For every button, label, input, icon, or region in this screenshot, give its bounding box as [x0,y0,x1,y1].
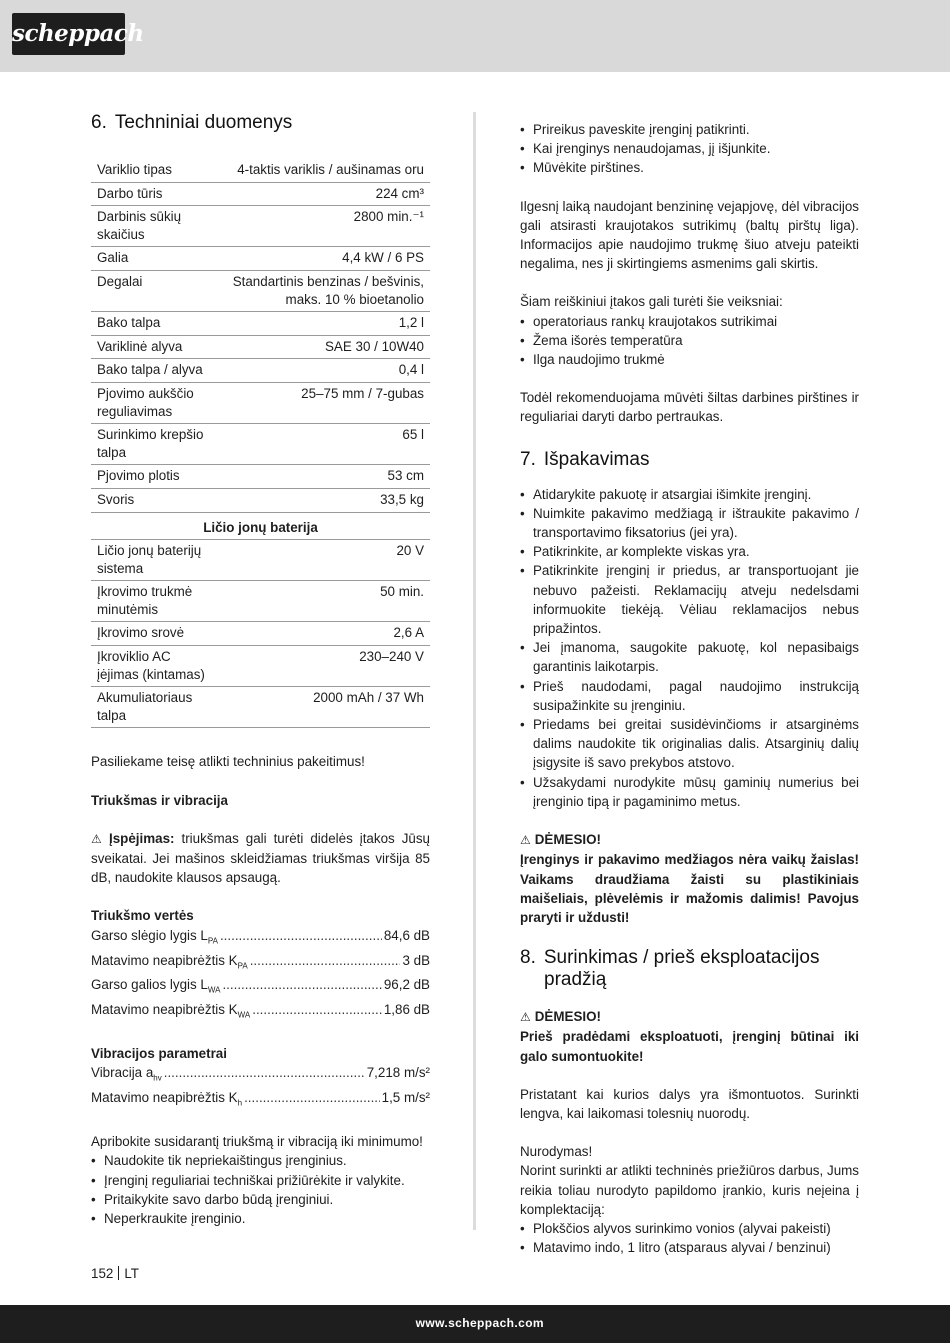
attention-1-text: Įrenginys ir pakavimo medžiagos nėra vaikų žaislas! Vaikams draudžiama žaisti su plastikiniais maišeliais, plėvelėmis ir mažomis dalimis! Pavojus praryti ir uždusti! [520,852,859,925]
page-separator [118,1266,119,1280]
spec-label: Darbinis sūkių skaičius [91,206,221,247]
battery-heading-row [91,512,430,540]
delivery-paragraph: Pristatant kai kurios dalys yra išmontuotos. Surinkti lengva, kai laikomasi tolesnių nuorodų. [520,1086,859,1121]
vibration-value-row-value: 7,218 m/s² [366,1065,430,1081]
battery-row [91,540,430,581]
list-item: • Prireikus paveskite įrenginį patikrinti. [520,120,859,139]
battery-row [91,646,430,687]
noise-value-row [91,926,430,951]
battery-value: 2000 mAh / 37 Wh [221,687,430,728]
note-label: Nurodymas! [520,1144,593,1160]
factors-intro: Šiam reiškiniui įtakos gali turėti šie veiksniai: [520,294,783,310]
spec-row [91,206,430,247]
noise-values-list [91,926,430,1026]
vibration-values-list [91,1063,430,1113]
list-item: • Priedams bei greitai susidėvinčioms ir atsarginėms dalims naudokite tik originalias dalis. Atsarginių dalių įsigysite iš savo prekybos atstovo. [520,715,859,773]
spec-value: 0,4 l [221,359,430,383]
list-item: • Mūvėkite pirštines. [520,158,859,177]
warning-triangle-icon: ⚠ [520,833,531,848]
unpack-list [520,485,859,811]
battery-row [91,581,430,622]
spec-value: 53 cm [221,465,430,489]
list-item: • Plokščios alyvos surinkimo vonios (alyvai pakeisti) [520,1219,859,1238]
battery-label: Įkrovimo trukmė minutėmis [91,581,221,622]
battery-value: 50 min. [221,581,430,622]
column-divider [473,112,476,1230]
spec-label: Bako talpa [91,312,221,336]
noise-value-row-label [91,1000,250,1025]
noise-value-row-label [91,951,248,976]
noise-value-row-leader [252,1000,382,1019]
list-item: • Atidarykite pakuotę ir atsargiai išimkite įrenginį. [520,485,859,504]
list-item: • Matavimo indo, 1 litro (atsparaus alyvai / benzinui) [520,1238,859,1257]
spec-label: Variklio tipas [91,159,221,182]
noise-values-heading: Triukšmo vertės [91,908,194,924]
noise-warning: ⚠ Įspėjimas: triukšmas gali turėti didelės įtakos Jūsų sveikatai. Jei mašinos skleidžiamas triukšmas viršija 85 dB, naudokite klausos apsaugą. [91,830,430,886]
vibration-value-row-label [91,1088,242,1113]
header-bar [0,0,950,72]
spec-value: Standartinis benzinas / bešvinis, maks. 10 % bioetanolio [221,270,430,311]
spec-value: 224 cm³ [221,182,430,206]
spec-row [91,382,430,423]
spec-label: Pjovimo plotis [91,465,221,489]
vibration-value-row-subscript: h [237,1098,243,1108]
noise-heading: Triukšmas ir vibracija [91,792,228,808]
spec-row [91,335,430,359]
note-text: Norint surinkti ar atlikti techninės priežiūros darbus, Jums reikia toliau nurodyto papildomo įrankio, kuris neįeina į komplektaciją: [520,1163,859,1217]
vibration-value-row-label [91,1063,162,1088]
list-item: • Patikrinkite, ar komplekte viskas yra. [520,542,859,561]
noise-value-row-leader [222,975,381,994]
spec-label: Variklinė alyva [91,335,221,359]
list-item: • Pritaikykite savo darbo būdą įrenginiui. [91,1190,430,1209]
spec-value: 33,5 kg [221,488,430,512]
noise-value-row-label-text: Matavimo neapibrėžtis K [91,952,238,968]
list-item: • Įrenginį reguliariai techniškai prižiūrėkite ir valykite. [91,1171,430,1190]
noise-value-row-subscript: PA [207,936,218,946]
noise-value-row-subscript: WA [237,1010,251,1020]
noise-value-row-label-text: Matavimo neapibrėžtis K [91,1002,238,1018]
section-6-heading: 6. Techniniai duomenys [91,112,293,133]
attention-2-label: ⚠ DĖMESIO! [520,1009,601,1025]
spec-row [91,312,430,336]
warning-triangle-icon: ⚠ [91,831,106,846]
spec-label: Pjovimo aukščio reguliavimas [91,382,221,423]
battery-value: 20 V [221,540,430,581]
vibration-value-row-label-text: Matavimo neapibrėžtis K [91,1090,238,1106]
list-item: • Neperkraukite įrenginio. [91,1209,430,1228]
list-item: • Užsakydami nurodykite mūsų gaminių numerius bei įrenginio tipą ir pagaminimo metus. [520,773,859,811]
battery-row [91,687,430,728]
tech-data-table [91,159,430,728]
spec-value: 4-taktis variklis / aušinamas oru [221,159,430,182]
list-item: • Ilga naudojimo trukmė [520,350,859,369]
vibration-value-row [91,1088,430,1113]
noise-value-row-leader [220,926,382,945]
vibration-paragraph: Ilgesnį laiką naudojant benzininę vejapjovę, dėl vibracijos gali atsirasti kraujotakos sutrikimų (baltų pirštų liga). Informacijos apie naudojimo trukmę šiuo atveju pateikti negalima, nes ji skirtingiems asmenims gali skirtis. [520,198,859,272]
attention-2-text: Prieš pradėdami eksploatuoti, įrenginį būtinai iki galo sumontuokite! [520,1029,859,1064]
noise-value-row-value: 84,6 dB [383,927,430,943]
factors-list [520,312,859,370]
noise-value-row-label [91,975,220,1000]
noise-value-row-label-text: Garso slėgio lygis L [91,927,208,943]
spec-value: 1,2 l [221,312,430,336]
vibration-value-row [91,1063,430,1088]
noise-value-row-label [91,926,218,951]
vibration-value-row-leader [164,1063,365,1082]
warning-triangle-icon: ⚠ [520,1010,531,1025]
spec-row [91,247,430,271]
battery-label: Įkroviklio AC įėjimas (kintamas) [91,646,221,687]
noise-value-row-leader [250,951,401,970]
spec-value: 4,4 kW / 6 PS [221,247,430,271]
battery-value: 230–240 V [221,646,430,687]
list-item: • Nuimkite pakavimo medžiagą ir ištraukite pakavimo / transportavimo fiksatorius (jei yra). [520,504,859,542]
limit-text: Apribokite susidarantį triukšmą ir vibraciją iki minimumo! [91,1134,423,1150]
vibration-heading: Vibracijos parametrai [91,1046,227,1062]
vibration-value-row-leader [244,1088,380,1107]
list-item: • Prieš naudodami, pagal naudojimo instrukciją susipažinkite su įrenginiu. [520,677,859,715]
spec-value: 2800 min.⁻¹ [221,206,430,247]
spec-value: 25–75 mm / 7-gubas [221,382,430,423]
page-number: 152 LT [91,1266,139,1281]
spec-row [91,488,430,512]
gloves-paragraph: Todėl rekomenduojama mūvėti šiltas darbines pirštines ir reguliariai daryti darbo pertraukas. [520,390,859,425]
list-item: • Kai įrenginys nenaudojamas, jį išjunkite. [520,139,859,158]
website-link[interactable]: www.scheppach.com [415,1316,544,1330]
spec-value: 65 l [221,424,430,465]
noise-value-row-value: 3 dB [402,952,430,968]
battery-label: Įkrovimo srovė [91,622,221,646]
noise-value-row [91,951,430,976]
noise-value-row [91,975,430,1000]
noise-value-row-value: 1,86 dB [383,1002,430,1018]
top-list [520,120,859,178]
noise-value-row-subscript: PA [237,961,248,971]
list-item: • Žema išorės temperatūra [520,331,859,350]
section-7-heading: 7. Išpakavimas [520,448,650,470]
battery-label: Ličio jonų baterijų sistema [91,540,221,581]
spec-label: Galia [91,247,221,271]
scheppach-logo: scheppach [12,13,125,55]
spec-label: Bako talpa / alyva [91,359,221,383]
spec-label: Svoris [91,488,221,512]
vibration-value-row-value: 1,5 m/s² [381,1090,430,1106]
vibration-value-row-subscript: hv [153,1074,162,1084]
left-column [91,112,430,1228]
spec-row [91,424,430,465]
tools-list [520,1219,859,1257]
spec-label: Darbo tūris [91,182,221,206]
list-item: • Naudokite tik nepriekaištingus įrenginius. [91,1151,430,1170]
battery-row [91,622,430,646]
section-8-heading: 8. Surinkimas / prieš eksploatacijos pradžią [520,947,820,991]
footer-bar [0,1305,950,1343]
limit-list [91,1151,430,1228]
spec-value: SAE 30 / 10W40 [221,335,430,359]
spec-label: Degalai [91,270,221,311]
list-item: • operatoriaus rankų kraujotakos sutrikimai [520,312,859,331]
spec-row [91,270,430,311]
battery-value: 2,6 A [221,622,430,646]
list-item: • Jei įmanoma, saugokite pakuotę, kol nepasibaigs garantinis laikotarpis. [520,638,859,676]
right-column [520,112,859,1257]
spec-label: Surinkimo krepšio talpa [91,424,221,465]
spec-row [91,182,430,206]
noise-value-row-value: 96,2 dB [383,977,430,993]
spec-row [91,159,430,182]
changes-note: Pasiliekame teisę atlikti techninius pakeitimus! [91,754,365,770]
list-item: • Patikrinkite įrenginį ir priedus, ar transportuojant jie nebuvo pažeisti. Reklamacijų atveju nedelsdami informuokite tiekėją. Vėliau reklamacijos nebus pripažintos. [520,561,859,638]
vibration-value-row-label-text: Vibracija a [91,1065,154,1081]
battery-label: Akumuliatoriaus talpa [91,687,221,728]
noise-value-row-subscript: WA [207,986,221,996]
battery-heading: Ličio jonų baterija [91,512,430,540]
noise-value-row-label-text: Garso galios lygis L [91,977,208,993]
spec-row [91,465,430,489]
attention-1-label: ⚠ DĖMESIO! [520,832,601,848]
spec-row [91,359,430,383]
noise-value-row [91,1000,430,1025]
